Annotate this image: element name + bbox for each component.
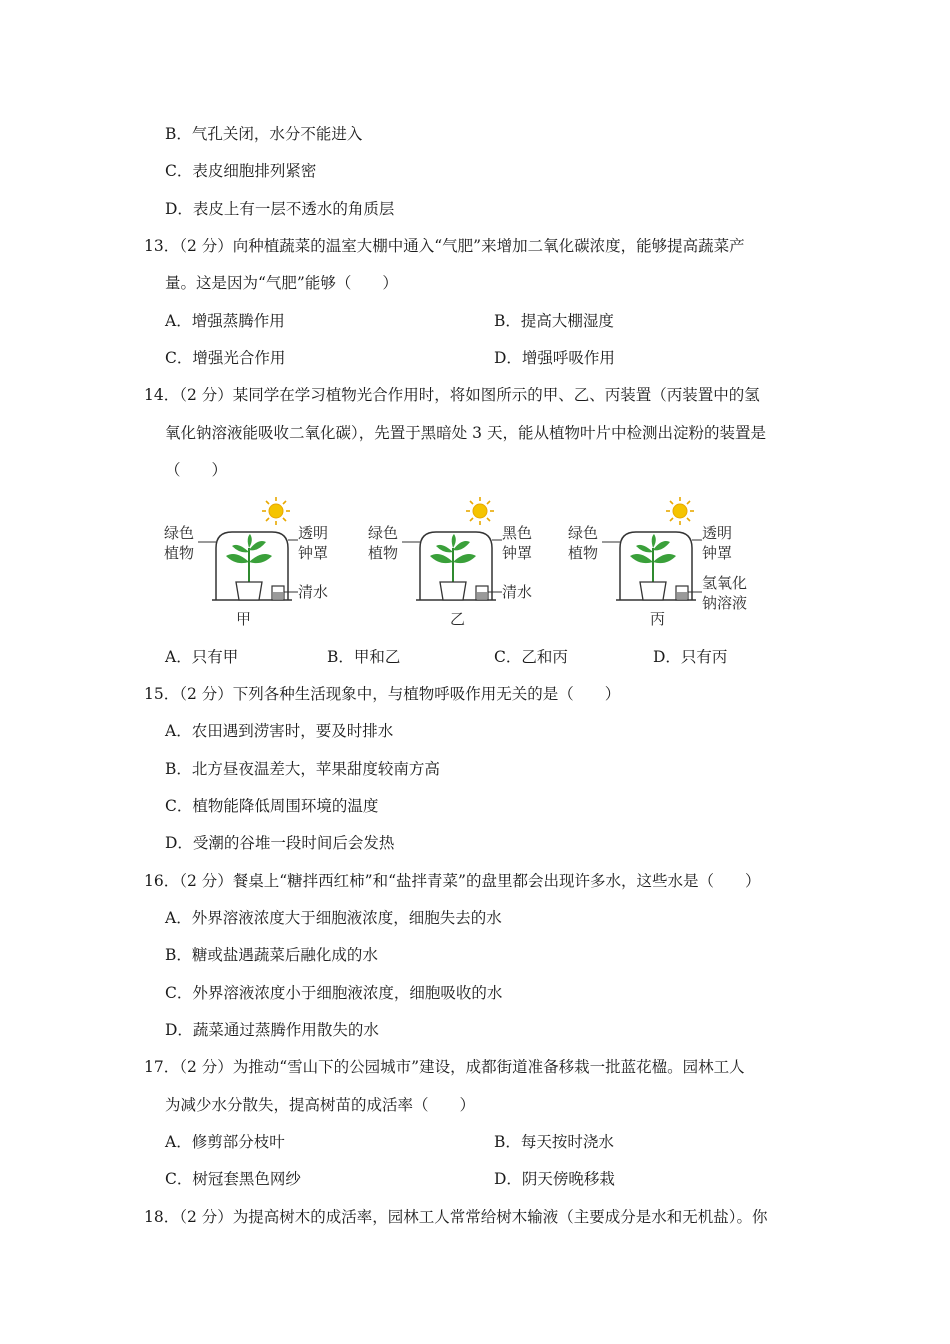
q16-option-c: C．外界溶液浓度小于细胞液浓度，细胞吸收的水	[165, 984, 503, 1002]
bing-left-label-1: 绿色	[568, 524, 599, 542]
jia-right-label-2: 钟罩	[298, 544, 329, 562]
sun-icon	[666, 497, 694, 525]
plant-icon	[430, 534, 476, 582]
plant-icon	[226, 534, 272, 582]
jia-name: 甲	[236, 610, 252, 628]
q15-option-a: A．农田遇到涝害时，要及时排水	[165, 722, 394, 740]
q17-option-c: C．树冠套黑色网纱	[165, 1170, 301, 1188]
bing-bottom-label-2: 钠溶液	[702, 594, 748, 612]
q13-option-c: C．增强光合作用	[165, 349, 286, 367]
jia-right-label-1: 透明	[298, 524, 329, 542]
q15-option-d: D．受潮的谷堆一段时间后会发热	[165, 834, 395, 852]
yi-bottom-label-1: 清水	[502, 583, 533, 601]
sun-icon	[466, 497, 494, 525]
bing-name: 丙	[650, 610, 666, 628]
jia-left-label-2: 植物	[164, 544, 195, 562]
flower-pot	[640, 582, 666, 600]
flower-pot	[236, 582, 262, 600]
q16-option-b: B．糖或盐遇蔬菜后融化成的水	[165, 946, 378, 964]
yi-left-label-1: 绿色	[368, 524, 399, 542]
yi-name: 乙	[450, 610, 466, 628]
q16-stem: 16．（2 分）餐桌上“糖拌西红柿”和“盐拌青菜”的盘里都会出现许多水，这些水是（ ）	[144, 872, 761, 890]
q14-stem-line-3: （ ）	[165, 461, 228, 479]
q17-option-b: B．每天按时浇水	[494, 1133, 614, 1151]
setup-yi	[368, 497, 532, 628]
yi-right-label-1: 黑色	[502, 524, 533, 542]
bing-right-label-2: 钟罩	[702, 544, 733, 562]
q16-option-a: A．外界溶液浓度大于细胞液浓度，细胞失去的水	[165, 909, 502, 927]
yi-left-label-2: 植物	[368, 544, 399, 562]
jia-left-label-1: 绿色	[164, 524, 195, 542]
q15-option-c: C．植物能降低周围环境的温度	[165, 797, 379, 815]
setup-bing	[568, 497, 747, 628]
q15-option-b: B．北方昼夜温差大，苹果甜度较南方高	[165, 760, 440, 778]
q13-option-b: B．提高大棚湿度	[494, 312, 614, 330]
bing-bottom-label-1: 氢氧化	[702, 574, 748, 592]
q17-stem-line-1: 17．（2 分）为推动“雪山下的公园城市”建设，成都街道准备移栽一批蓝花楹。园林工人	[144, 1058, 745, 1076]
setup-jia	[164, 497, 328, 628]
q16-option-d: D．蔬菜通过蒸腾作用散失的水	[165, 1021, 379, 1039]
bing-left-label-2: 植物	[568, 544, 599, 562]
q12-option-c: C．表皮细胞排列紧密	[165, 162, 317, 180]
q12-option-d: D．表皮上有一层不透水的角质层	[165, 200, 395, 218]
sun-icon	[262, 497, 290, 525]
q15-stem: 15．（2 分）下列各种生活现象中，与植物呼吸作用无关的是（ ）	[144, 685, 621, 703]
q17-option-d: D．阴天傍晚移栽	[494, 1170, 615, 1188]
jia-bottom-label-1: 清水	[298, 583, 329, 601]
q18-stem-line-1: 18．（2 分）为提高树木的成活率，园林工人常常给树木输液（主要成分是水和无机盐）。你	[144, 1208, 768, 1226]
q13-option-a: A．增强蒸腾作用	[165, 312, 285, 330]
q14-stem-line-1: 14．（2 分）某同学在学习植物光合作用时，将如图所示的甲、乙、丙装置（丙装置中的氢	[144, 386, 760, 404]
q14-option-b: B．甲和乙	[327, 648, 401, 666]
q14-option-a: A．只有甲	[165, 648, 239, 666]
q13-stem-line-1: 13．（2 分）向种植蔬菜的温室大棚中通入“气肥”来增加二氧化碳浓度，能够提高蔬菜产	[144, 237, 745, 255]
q14-option-c: C．乙和丙	[494, 648, 568, 666]
q17-stem-line-2: 为减少水分散失，提高树苗的成活率（ ）	[165, 1096, 476, 1114]
q17-option-a: A．修剪部分枝叶	[165, 1133, 285, 1151]
q14-option-d: D．只有丙	[653, 648, 728, 666]
yi-right-label-2: 钟罩	[502, 544, 533, 562]
q12-option-b: B．气孔关闭，水分不能进入	[165, 125, 363, 143]
bing-right-label-1: 透明	[702, 524, 733, 542]
q14-stem-line-2: 氧化钠溶液能吸收二氧化碳），先置于黑暗处 3 天，能从植物叶片中检测出淀粉的装置是	[165, 424, 766, 442]
q13-option-d: D．增强呼吸作用	[494, 349, 615, 367]
flower-pot	[440, 582, 466, 600]
plant-icon	[630, 534, 676, 582]
q14-figure	[150, 492, 800, 634]
q13-stem-line-2: 量。这是因为“气肥”能够（ ）	[165, 274, 398, 292]
